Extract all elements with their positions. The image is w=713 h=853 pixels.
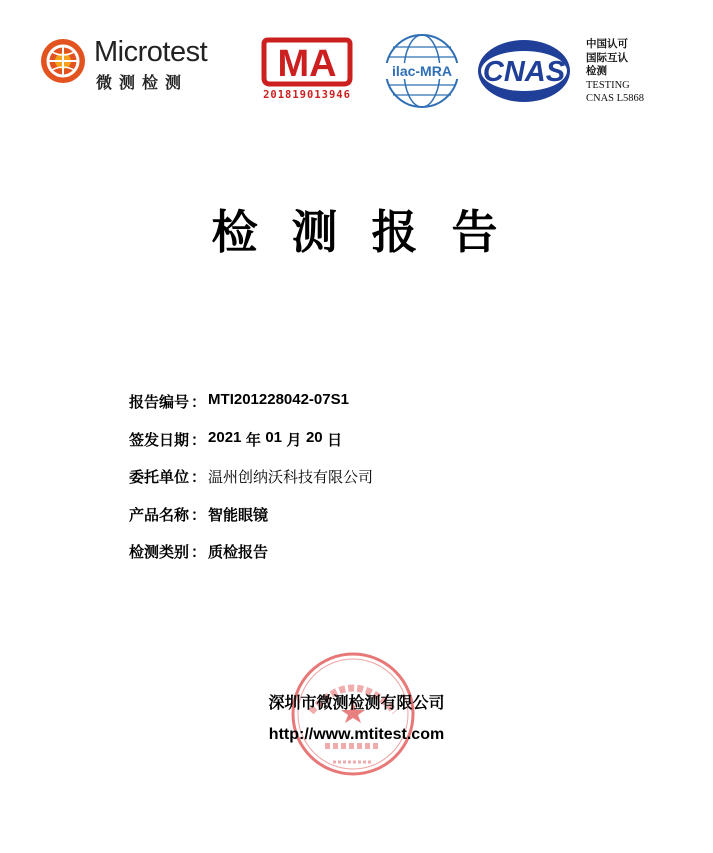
cnas-note-line1: 中国认可 bbox=[586, 38, 628, 50]
test-type-label: 检测类别 bbox=[129, 543, 190, 561]
issue-date-label: 签发日期 bbox=[129, 430, 190, 449]
field-test-type bbox=[129, 541, 649, 579]
issue-date-month: 01 bbox=[265, 428, 283, 446]
product-value: 智能眼镜 bbox=[208, 506, 269, 524]
issue-date-year: 2021 bbox=[208, 428, 242, 446]
client-label: 委托单位 bbox=[129, 468, 190, 486]
cma-logo bbox=[258, 36, 356, 106]
report-number-separator: ： bbox=[191, 393, 207, 411]
company-name: 深圳市微测检测有限公司 bbox=[268, 693, 445, 712]
issue-date-separator: ： bbox=[191, 430, 207, 449]
company-website[interactable]: http://www.mtitest.com bbox=[268, 726, 445, 743]
client-separator: ： bbox=[191, 468, 207, 486]
microtest-logo bbox=[40, 36, 225, 92]
field-report-number bbox=[129, 391, 649, 429]
cnas-text: CNAS bbox=[482, 56, 566, 88]
ilac-globe-icon bbox=[379, 32, 465, 110]
cnas-note-line2: 国际互认 bbox=[586, 51, 628, 64]
report-fields bbox=[129, 391, 649, 579]
issue-date-day-unit: 日 bbox=[327, 431, 343, 449]
microtest-chinese-name: 微测检测 bbox=[96, 73, 189, 92]
cnas-note-line5: CNAS L5868 bbox=[586, 93, 645, 104]
cnas-accreditation-note bbox=[586, 38, 686, 106]
microtest-globe-icon bbox=[40, 38, 86, 84]
field-issue-date bbox=[129, 429, 649, 467]
issue-date-month-unit: 月 bbox=[286, 431, 302, 449]
product-separator: ： bbox=[191, 505, 207, 524]
report-number-value: MTI201228042-07S1 bbox=[208, 391, 349, 408]
ilac-mra-logo bbox=[379, 32, 465, 110]
page-title: 检测报告 bbox=[211, 205, 532, 259]
issue-date-day: 20 bbox=[305, 428, 323, 446]
cnas-mark-icon bbox=[476, 38, 572, 104]
cnas-note-line3: 检测 bbox=[586, 65, 607, 77]
cnas-note-line4: TESTING bbox=[586, 79, 630, 91]
test-type-value: 质检报告 bbox=[208, 544, 269, 561]
report-number-label: 报告编号 bbox=[129, 393, 190, 411]
field-product bbox=[129, 504, 649, 542]
cma-letters: MA bbox=[277, 43, 337, 85]
company-seal-stamp bbox=[289, 650, 417, 778]
test-type-separator: ： bbox=[191, 543, 207, 561]
issue-date-year-unit: 年 bbox=[245, 431, 261, 449]
cma-mark-icon bbox=[258, 36, 356, 90]
cma-number: 201819013946 bbox=[263, 89, 351, 101]
cnas-logo bbox=[476, 38, 572, 104]
product-label: 产品名称 bbox=[129, 505, 190, 524]
client-value: 温州创纳沃科技有限公司 bbox=[208, 468, 374, 486]
field-client bbox=[129, 466, 649, 504]
microtest-brand-name: Microtest bbox=[94, 36, 208, 68]
ilac-text: ilac-MRA bbox=[392, 63, 452, 79]
